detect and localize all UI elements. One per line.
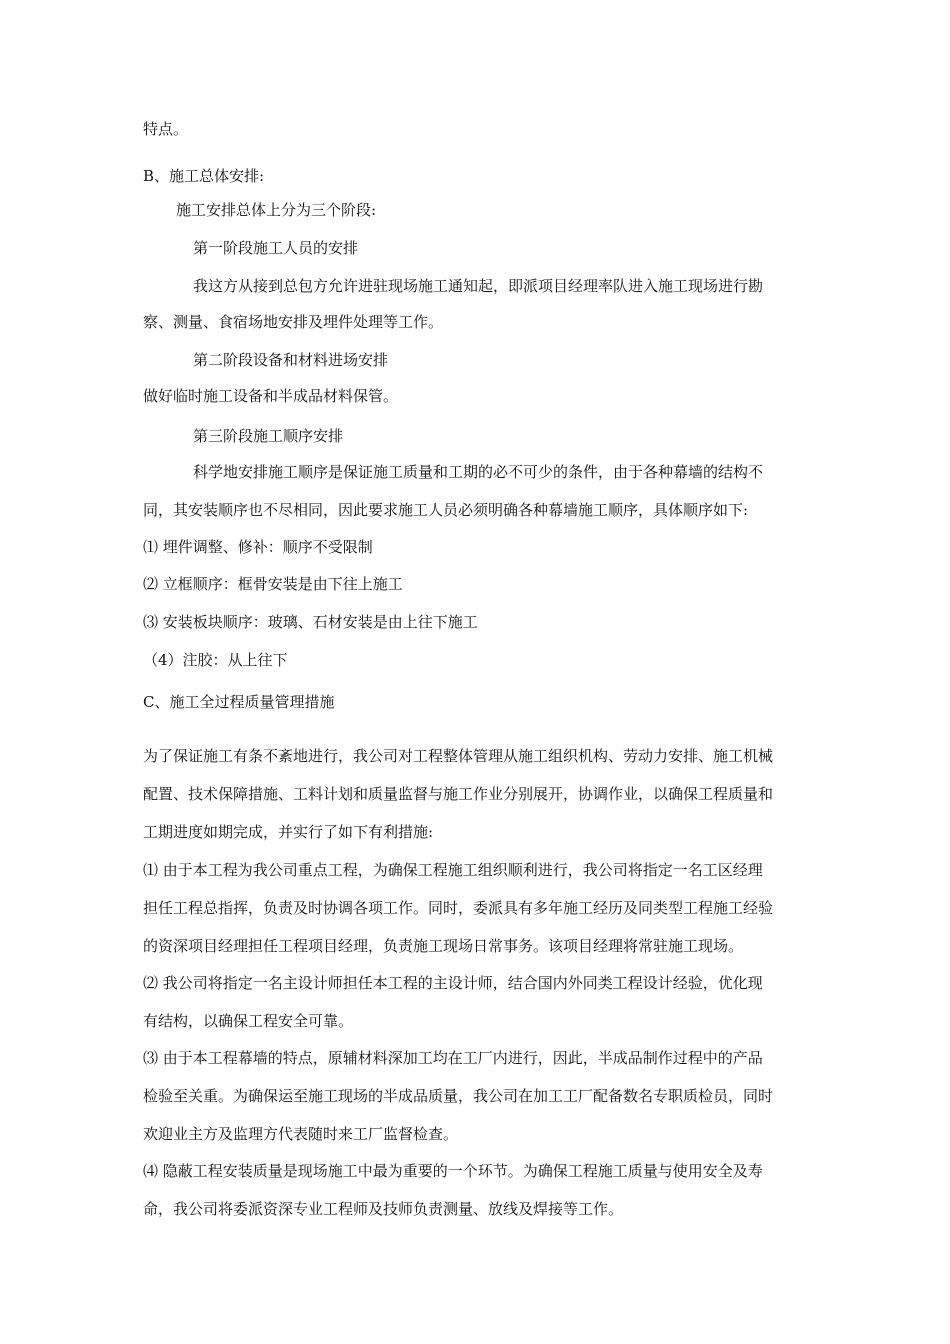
- text-line: 检验至关重。为确保运至施工现场的半成品质量，我公司在加工工厂配备数名专职质检员，同时: [143, 1087, 774, 1105]
- text-line: 工期进度如期完成，并实行了如下有利措施:: [143, 823, 434, 841]
- list-item: ⑴ 埋件调整、修补：顺序不受限制: [143, 538, 373, 556]
- text-line: 察、测量、食宿场地安排及埋件处理等工作。: [143, 313, 444, 331]
- text-line: 施工安排总体上分为三个阶段:: [176, 201, 377, 219]
- list-item: ⑵ 立框顺序：框骨安装是由下往上施工: [143, 575, 403, 593]
- list-item: ⑶ 由于本工程幕墙的特点，原辅材料深加工均在工厂内进行，因此，半成品制作过程中的产品: [143, 1049, 763, 1067]
- list-item: ⑶ 安装板块顺序：玻璃、石材安装是由上往下施工: [143, 613, 478, 631]
- stage-heading-1: 第一阶段施工人员的安排: [193, 239, 359, 257]
- section-heading-c: C、施工全过程质量管理措施: [143, 693, 335, 711]
- stage-heading-3: 第三阶段施工顺序安排: [193, 427, 344, 445]
- list-item: ⑷ 隐蔽工程安装质量是现场施工中最为重要的一个环节。为确保工程施工质量与使用安全及寿: [143, 1162, 763, 1180]
- section-heading-b: B、施工总体安排:: [143, 167, 265, 185]
- stage-heading-2: 第二阶段设备和材料进场安排: [193, 351, 389, 369]
- text-line: 有结构，以确保工程安全可靠。: [143, 1012, 354, 1030]
- text-line: 命，我公司将委派资深专业工程师及技师负责测量、放线及焊接等工作。: [143, 1200, 624, 1218]
- text-line: 同，其安装顺序也不尽相同，因此要求施工人员必须明确各种幕墙施工顺序，具体顺序如下:: [143, 501, 749, 519]
- text-line: 配置、技术保障措施、工料计划和质量监督与施工作业分别展开，协调作业，以确保工程质量和: [143, 785, 774, 803]
- text-line: 特点。: [143, 120, 189, 138]
- text-line: 欢迎业主方及监理方代表随时来工厂监督检查。: [143, 1125, 459, 1143]
- list-item: ⑵ 我公司将指定一名主设计师担任本工程的主设计师，结合国内外同类工程设计经验，优化现: [143, 974, 763, 992]
- text-line: 担任工程总指挥，负责及时协调各项工作。同时，委派具有多年施工经历及同类型工程施工经验: [143, 899, 774, 917]
- text-line: 科学地安排施工顺序是保证施工质量和工期的必不可少的条件，由于各种幕墙的结构不: [193, 463, 764, 481]
- text-line: 我这方从接到总包方允许进驻现场施工通知起，即派项目经理率队进入施工现场进行勘: [193, 277, 764, 295]
- text-line: 做好临时施工设备和半成品材料保管。: [143, 387, 399, 405]
- text-line: 的资深项目经理担任工程项目经理，负责施工现场日常事务。该项目经理将常驻施工现场。: [143, 937, 744, 955]
- text-line: 为了保证施工有条不紊地进行，我公司对工程整体管理从施工组织机构、劳动力安排、施工机械: [143, 747, 774, 765]
- list-item: ⑴ 由于本工程为我公司重点工程，为确保工程施工组织顺利进行，我公司将指定一名工区经理: [143, 861, 763, 879]
- list-item: （4）注胶：从上往下: [143, 651, 288, 669]
